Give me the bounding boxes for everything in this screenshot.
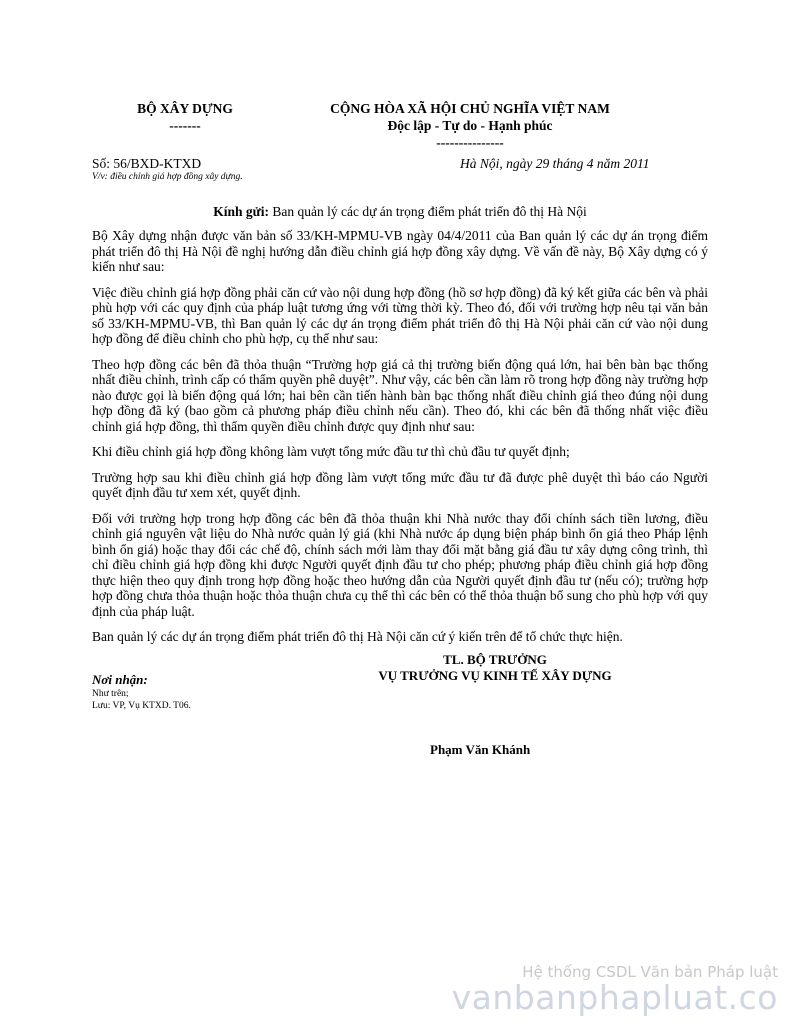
recipients-title: Nơi nhận: — [92, 672, 148, 687]
document-subject: V/v: điều chỉnh giá hợp đồng xây dựng. — [92, 172, 243, 182]
recipient-name: Ban quản lý các dự án trọng điểm phát triển đô thị Hà Nội — [269, 204, 587, 219]
recipient-item: Lưu: VP, Vụ KTXD. T06. — [92, 701, 191, 711]
signature-title-block — [330, 652, 660, 684]
national-motto: Độc lập - Tự do - Hạnh phúc — [387, 118, 553, 133]
document-number: Số: 56/BXD-KTXD — [92, 156, 202, 171]
recipient-line — [92, 204, 708, 220]
recipients-list — [92, 688, 191, 712]
signature-line-2: VỤ TRƯỞNG VỤ KINH TẾ XÂY DỰNG — [378, 668, 612, 683]
signer-name: Phạm Văn Khánh — [430, 742, 531, 757]
recipient-item: Như trên; — [92, 689, 129, 699]
agency-rule: ------- — [169, 118, 201, 133]
document-date: Hà Nội, ngày 29 tháng 4 năm 2011 — [460, 156, 650, 171]
recipient-label: Kính gửi: — [213, 204, 269, 219]
body-paragraph: Ban quản lý các dự án trọng điểm phát triển đô thị Hà Nội căn cứ ý kiến trên để tổ chức thực hiện. — [92, 629, 623, 644]
national-heading-block — [300, 100, 640, 151]
motto-rule: --------------- — [436, 135, 504, 150]
issuing-agency-block — [110, 100, 260, 134]
watermark-line-1: Hệ thống CSDL Văn bản Pháp luật — [522, 963, 778, 981]
body-paragraph: Khi điều chỉnh giá hợp đồng không làm vượt tổng mức đầu tư thì chủ đầu tư quyết định; — [92, 444, 570, 459]
body-paragraph: Trường hợp sau khi điều chỉnh giá hợp đồng làm vượt tổng mức đầu tư đã được phê duyệt thì báo cáo Người quyết định đầu tư xem xét, quyết định. — [92, 469, 708, 500]
letter-body — [92, 228, 708, 655]
body-paragraph: Đối với trường hợp trong hợp đồng các bên đã thỏa thuận khi Nhà nước thay đổi chính sách tiền lương, điều chỉnh giá nguyên vật liệu do Nhà nước quản lý giá (khi Nhà nước áp dụng biện pháp bình ổn giá theo Pháp lệnh bình ổn giá) hoặc thay đổi các chế độ, chính sách mới làm thay đổi mặt bằng giá đầu tư xây dựng công trình, thì chỉ điều chỉnh giá hợp đồng khi được Người quyết định đầu tư cho phép; phương pháp điều chỉnh giá hợp đồng thực hiện theo quy định trong hợp đồng hoặc theo hướng dẫn của Người quyết định đầu tư (nếu có); trường hợp hợp đồng chưa thỏa thuận hoặc thỏa thuận chưa cụ thể thì các bên có thể thỏa thuận bổ sung cho phù hợp với quy định của pháp luật. — [92, 510, 708, 619]
body-paragraph: Bộ Xây dựng nhận được văn bản số 33/KH-MPMU-VB ngày 04/4/2011 của Ban quản lý các dự án trọng điểm phát triển đô thị Hà Nội đề nghị hướng dẫn điều chỉnh giá hợp đồng xây dựng. Về vấn đề này, Bộ Xây dựng có ý kiến như sau: — [92, 228, 708, 274]
body-paragraph: Theo hợp đồng các bên đã thỏa thuận “Trường hợp giá cả thị trường biến động quá lớn, hai bên bàn bạc thống nhất điều chỉnh, trình cấp có thẩm quyền phê duyệt”. Như vậy, các bên cần làm rõ trong hợp đồng này trường hợp nào được gọi là biến động quá lớn; hai bên cần tiến hành bàn bạc thống nhất điều chỉnh giá theo đúng nội dung hợp đồng đã ký (bao gồm cả phương pháp điều chỉnh nếu cần). Theo đó, khi các bên đã thống nhất việc điều chỉnh giá hợp đồng, thì thẩm quyền điều chỉnh được quy định như sau: — [92, 356, 708, 434]
watermark-line-2: vanbanphapluat.co — [451, 978, 778, 1017]
body-paragraph: Việc điều chỉnh giá hợp đồng phải căn cứ vào nội dung hợp đồng (hồ sơ hợp đồng) đã ký kết giữa các bên và phải phù hợp với các quy định của pháp luật tương ứng với từng thời kỳ. Theo đó, đối với trường hợp nêu tại văn bản số 33/KH-MPMU-VB, thì Ban quản lý các dự án trọng điểm phát triển đô thị Hà Nội phải căn cứ vào nội dung hợp đồng để điều chỉnh cho phù hợp, cụ thể như sau: — [92, 284, 708, 346]
issuing-agency: BỘ XÂY DỰNG — [137, 101, 233, 116]
national-title: CỘNG HÒA XÃ HỘI CHỦ NGHĨA VIỆT NAM — [330, 101, 610, 116]
signature-line-1: TL. BỘ TRƯỞNG — [443, 652, 547, 667]
